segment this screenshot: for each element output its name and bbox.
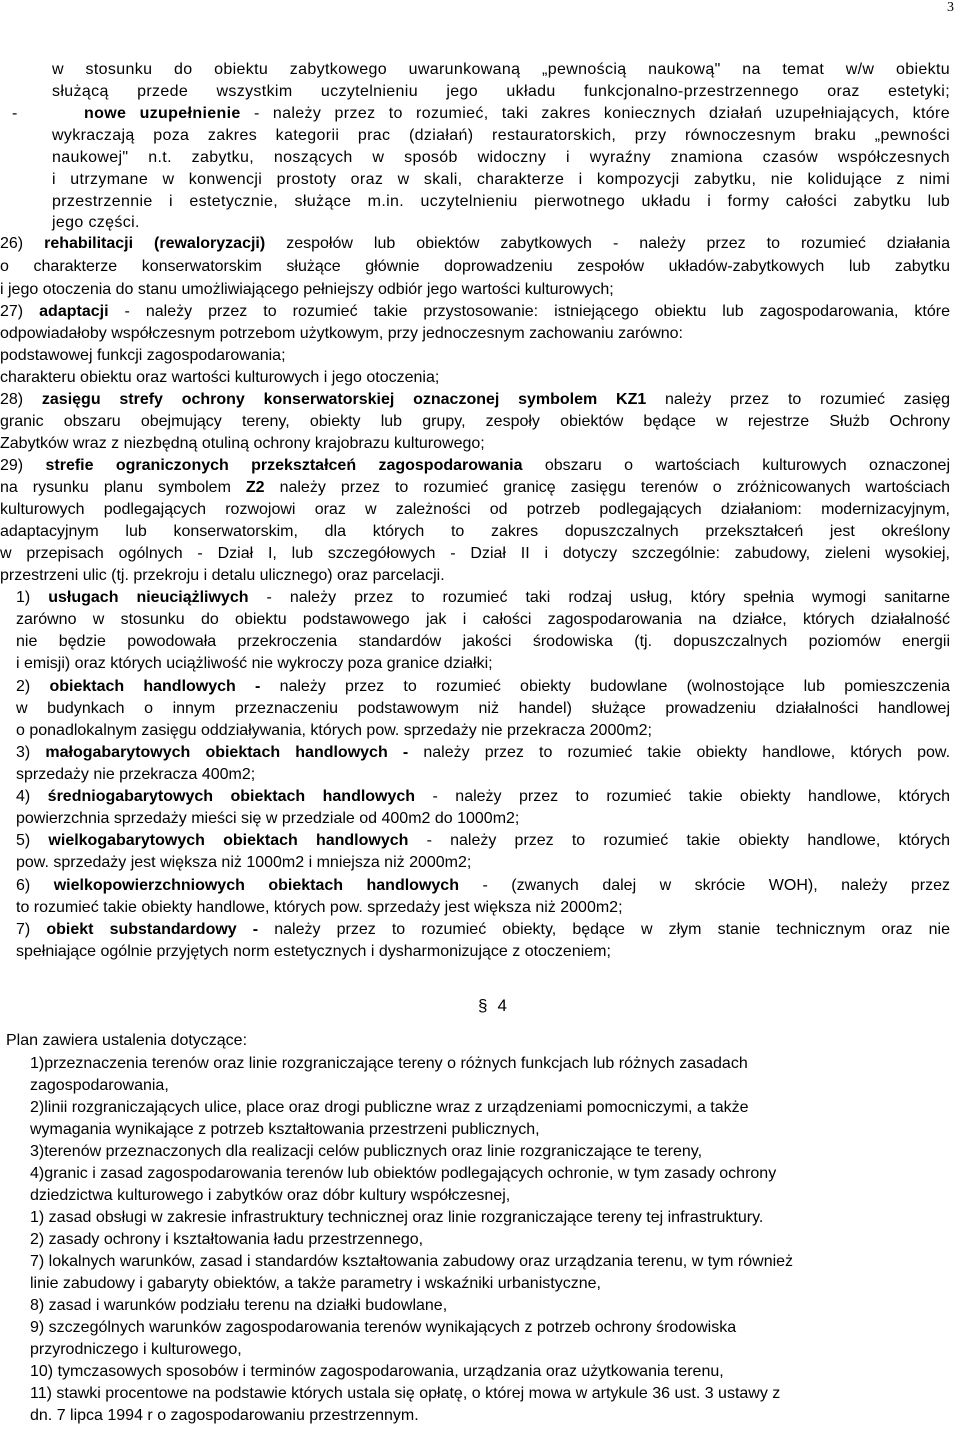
text-line (16, 831, 950, 851)
line-text: należy przez to rozumieć takie obiekty handlowe, których pow. (408, 744, 951, 761)
text-line (52, 213, 950, 233)
text-line (0, 257, 950, 277)
line-text: w stosunku do obiektu zabytkowego uwarunkowaną „pewnością naukową" na temat w/w obiektu (52, 61, 950, 78)
list-dash: - (12, 105, 18, 122)
line-text: należy przez to rozumieć obiekty budowlane (wolnostojące lub pomieszczenia (260, 678, 951, 695)
text-line (16, 942, 950, 962)
item-prefix: 5) (16, 832, 49, 849)
defined-term: wielkopowierzchniowych obiektach handlowych (53, 877, 459, 894)
line-text: przestrzeni ulic (tj. przekroju i detalu ulicznego) oraz parcelacji. (0, 567, 445, 584)
item-prefix: 2) (16, 678, 50, 695)
page-number: 3 (947, 0, 954, 15)
item-prefix: 26) (0, 235, 45, 252)
defined-term: rehabilitacji (rewaloryzacji) (44, 235, 266, 252)
text-line (52, 148, 950, 168)
line-text: - należy przez to rozumieć, taki zakres koniecznych działań uzupełniających, które (240, 105, 950, 122)
section-symbol: § (478, 996, 488, 1015)
defined-term: wielkogabarytowych obiektach handlowych (48, 832, 409, 849)
item-prefix: 29) (0, 457, 46, 474)
text-line (16, 787, 950, 807)
text-line (16, 677, 950, 697)
line-text: sprzedaży nie przekracza 400m2; (16, 766, 256, 783)
text-line (16, 632, 950, 652)
text-line (0, 522, 950, 542)
item-prefix: 28) (0, 391, 42, 408)
plan-item: 4)granic i zasad zagospodarowania terenów lub obiektów podlegających ochronie, w tym zasady ochrony (30, 1165, 777, 1182)
line-text: pow. sprzedaży jest większa niż 1000m2 i mniejsza niż 2000m2; (16, 854, 472, 871)
text-line (16, 876, 950, 896)
line-text: służącą przede wszystkim uczytelnieniu jego układu funkcjonalno-przestrzennego oraz estetyki; (52, 83, 950, 100)
text-line (0, 412, 950, 432)
item-prefix: 6) (16, 877, 54, 894)
defined-term: zasięgu strefy ochrony konserwatorskiej oznaczonej symbolem KZ1 (41, 391, 647, 408)
item-prefix: 27) (0, 303, 40, 320)
text-line (0, 500, 950, 520)
line-text: w przepisach ogólnych - Dział I, lub szczegółowych - Dział II i dotyczy szczególnie: zabudowy, zieleni wysokiej, (0, 545, 950, 562)
line-text: powierzchnia sprzedaży mieści się w przedziale od 400m2 do 1000m2; (16, 810, 520, 827)
line-text: nie będzie powodowała przekroczenia standardów jakości środowiska (tj. dopuszczalnych poziomów energii (16, 633, 950, 650)
defined-term: małogabarytowych obiektach handlowych - (45, 744, 409, 761)
defined-term: strefie ograniczonych przekształceń zagospodarowania (45, 457, 523, 474)
text-line (16, 610, 950, 630)
text-line (52, 192, 950, 212)
line-text: - należy przez to rozumieć takie obiekty handlowe, których (408, 832, 951, 849)
text-line (0, 434, 950, 454)
text-line (52, 170, 950, 190)
line-text: odpowiadałoby współczesnym potrzebom użytkowym, przy jednoczesnym zachowaniu zarówno: (0, 325, 683, 342)
line-text: spełniające ogólnie przyjętych norm estetycznych i dysharmonizujące z otoczeniem; (16, 943, 611, 960)
plan-item: przyrodniczego i kulturowego, (30, 1341, 242, 1358)
defined-term: adaptacji (39, 303, 109, 320)
line-text: i emisji) oraz których uciążliwość nie wykroczy poza granice działki; (16, 655, 493, 672)
text-line (16, 920, 950, 940)
line-text: adaptacyjnym lub konserwatorskim, dla których to zakres dopuszczalnych przekształceń jest określony (0, 523, 950, 540)
text-line (16, 765, 950, 785)
item-prefix: 4) (16, 788, 48, 805)
item-prefix: na rysunku planu symbolem (0, 479, 246, 496)
line-text: naukowej" n.t. zabytku, noszących w sposób widoczny i wyraźny znamiona czasów współczesnych (52, 149, 950, 166)
text-line (0, 390, 950, 410)
line-text: - należy przez to rozumieć takie obiekty handlowe, których (415, 788, 951, 805)
text-line (0, 280, 950, 300)
line-text: - należy przez to rozumieć takie przystosowanie: istniejącego obiektu lub zagospodarowania, które (108, 303, 951, 320)
line-text: granic obszaru obejmujący tereny, obiekty lub grupy, zespoły obiektów będące w rejestrze Służb Ochrony (0, 413, 950, 430)
text-line (0, 566, 950, 586)
line-text: w budynkach o innym przeznaczeniu podstawowym niż handel) służące prowadzeniu działalności handlowej (16, 700, 950, 717)
section-heading (468, 996, 507, 1016)
line-text: wykraczają poza zakres kategorii prac (działań) restauratorskich, przy równoczesnym braku „pewności (52, 127, 950, 144)
line-text: należy przez to rozumieć granicę zasięgu terenów o zróżnicowanych wartościach (264, 479, 951, 496)
defined-term: nowe uzupełnienie (84, 105, 241, 122)
plan-item: 7) lokalnych warunków, zasad i standardów kształtowania zabudowy oraz urządzania terenu, w tym również (30, 1253, 794, 1270)
defined-term: obiektach handlowych - (49, 678, 261, 695)
plan-item: 1) zasad obsługi w zakresie infrastruktury technicznej oraz linie rozgraniczające tereny tej infrastruktury. (30, 1209, 764, 1226)
line-text: - (zwanych dalej w skrócie WOH), należy przez (458, 877, 950, 894)
plan-item: 2) zasady ochrony i kształtowania ładu przestrzennego, (30, 1231, 424, 1248)
plan-item: linie zabudowy i gabaryty obiektów, a także parametry i wskaźniki urbanistyczne, (30, 1275, 601, 1292)
plan-item: wymagania wynikające z potrzeb kształtowania przestrzeni publicznych, (30, 1121, 540, 1138)
plan-intro: Plan zawiera ustalenia dotyczące: (6, 1032, 248, 1049)
text-line (52, 82, 950, 102)
text-line (52, 126, 950, 146)
text-line (0, 324, 950, 344)
line-text: przestrzennie i estetycznie, służące m.in. uczytelnieniu pierwotnego układu i formy całości zabytku lub (52, 193, 950, 210)
line-text: i utrzymane w konwencji prostoty oraz w skali, charakterze i kompozycji zabytku, nie kolidujące z nimi (52, 171, 950, 188)
text-line (0, 346, 950, 366)
text-line (0, 478, 950, 498)
text-line (16, 721, 950, 741)
text-line (0, 234, 950, 254)
defined-term: średniogabarytowych obiektach handlowych (47, 788, 416, 805)
plan-item: 3)terenów przeznaczonych dla realizacji celów publicznych oraz linie rozgraniczające te tereny, (30, 1143, 703, 1160)
text-line (16, 588, 950, 608)
text-line (16, 654, 950, 674)
defined-term: Z2 (245, 479, 265, 496)
line-text: należy przez to rozumieć zasięg (646, 391, 950, 408)
text-line (16, 853, 950, 873)
text-line (52, 60, 950, 80)
line-text: zespołów lub obiektów zabytkowych - należy przez to rozumieć działania (265, 235, 951, 252)
text-line (12, 104, 950, 124)
line-text: o ponadlokalnym zasięgu oddziaływania, których pow. sprzedaży nie przekracza 2000m2; (16, 722, 652, 739)
plan-item: 1)przeznaczenia terenów oraz linie rozgraniczające tereny o różnych funkcjach lub różnych zasadach (30, 1055, 748, 1072)
item-prefix: 1) (16, 589, 49, 606)
text-line (0, 302, 950, 322)
plan-item: dziedzictwa kulturowego i zabytków oraz dóbr kultury współczesnej, (30, 1187, 511, 1204)
plan-item: dn. 7 lipca 1994 r o zagospodarowaniu przestrzennym. (30, 1407, 419, 1424)
line-text: podstawowej funkcji zagospodarowania; (0, 347, 286, 364)
text-line (0, 456, 950, 476)
plan-item: 10) tymczasowych sposobów i terminów zagospodarowania, urządzania oraz użytkowania terenu, (30, 1363, 724, 1380)
section-number: 4 (497, 996, 507, 1015)
text-line (0, 544, 950, 564)
item-prefix: 7) (16, 921, 47, 938)
plan-item: 8) zasad i warunków podziału terenu na działki budowlane, (30, 1297, 448, 1314)
line-text: zarówno w stosunku do obiektu podstawowego jak i całości zagospodarowania na działce, których działalność (16, 611, 950, 628)
line-text: charakteru obiektu oraz wartości kulturowych i jego otoczenia; (0, 369, 440, 386)
line-text: Zabytków wraz z niezbędną otuliną ochrony krajobrazu kulturowego; (0, 435, 485, 452)
text-line (16, 898, 950, 918)
line-text: - należy przez to rozumieć taki rodzaj usług, który spełnia wymogi sanitarne (248, 589, 951, 606)
text-line (16, 743, 950, 763)
line-text: o charakterze konserwatorskim służące głównie doprowadzeniu zespołów układów-zabytkowych lub zabytku (0, 258, 950, 275)
text-line (0, 368, 950, 388)
plan-item: zagospodarowania, (30, 1077, 169, 1094)
plan-item: 2)linii rozgraniczających ulice, place oraz drogi publiczne wraz z urządzeniami pomocniczymi, a także (30, 1099, 749, 1116)
plan-item: 9) szczególnych warunków zagospodarowania terenów wynikających z potrzeb ochrony środowiska (30, 1319, 737, 1336)
line-text: jego części. (52, 214, 140, 231)
text-line (16, 809, 950, 829)
line-text: i jego otoczenia do stanu umożliwiającego pełniejszy odbiór jego wartości kulturowych; (0, 281, 614, 298)
defined-term: obiekt substandardowy - (46, 921, 259, 938)
line-text: obszaru o wartościach kulturowych oznaczonej (522, 457, 951, 474)
text-line (16, 699, 950, 719)
line-text: należy przez to rozumieć obiekty, będące w złym stanie technicznym oraz nie (258, 921, 951, 938)
line-text: kulturowych podlegających rozwojowi oraz w zależności od potrzeb podlegających działaniom: modernizacyjnym, (0, 501, 950, 518)
defined-term: usługach nieuciążliwych (48, 589, 249, 606)
item-prefix: 3) (16, 744, 46, 761)
plan-item: 11) stawki procentowe na podstawie których ustala się opłatę, o której mowa w artykule 36 ust. 3 ustawy z (30, 1385, 781, 1402)
line-text: to rozumieć takie obiekty handlowe, których pow. sprzedaży jest większa niż 2000m2; (16, 899, 623, 916)
